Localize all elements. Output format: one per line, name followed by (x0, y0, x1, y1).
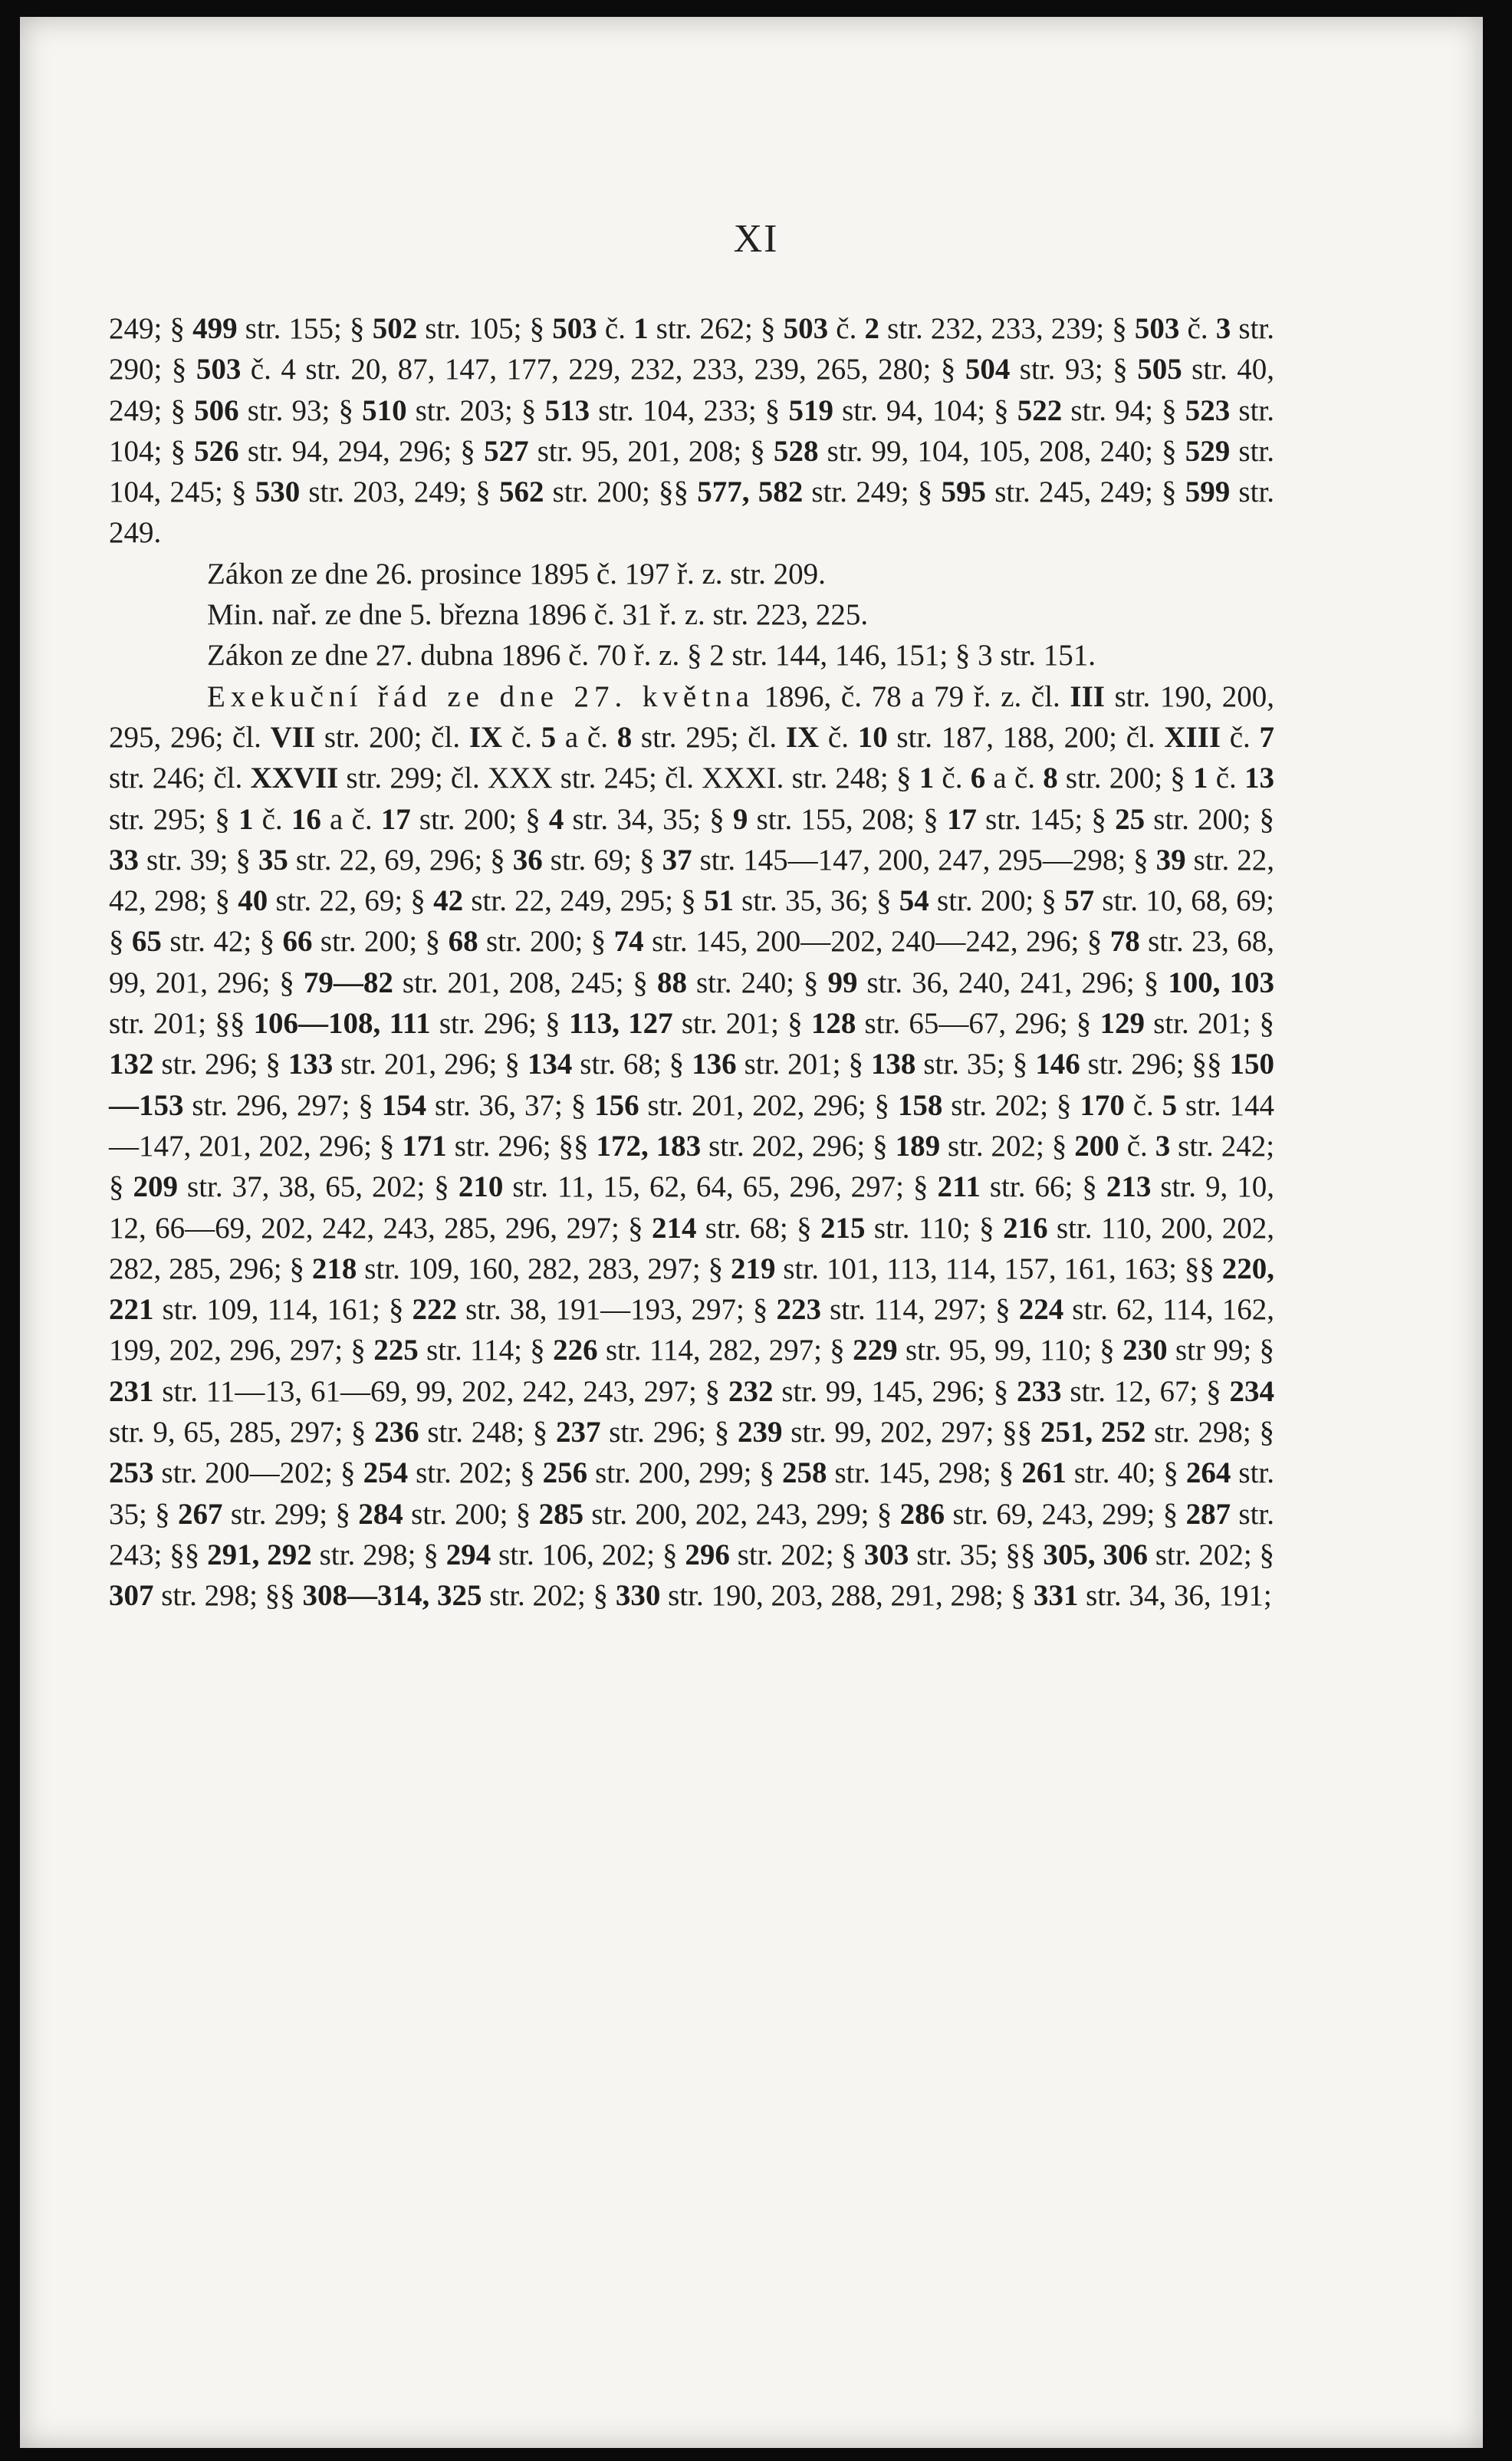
section-number: 35 (258, 843, 288, 877)
text-run: str. 38, 191—193, 297; § (457, 1293, 777, 1327)
section-number: 261 (1021, 1456, 1067, 1490)
section-number: 100, 103 (1168, 966, 1274, 999)
section-number: 330 (615, 1579, 661, 1613)
section-number: 37 (662, 843, 692, 877)
text-run: str. 202, 296; § (701, 1129, 896, 1163)
section-number: 189 (895, 1129, 941, 1163)
section-number: 599 (1185, 475, 1231, 509)
section-number: 284 (358, 1497, 403, 1531)
text-run: 1896, č. 78 a 79 ř. z. čl. (754, 679, 1070, 713)
text-run: str. 65—67, 296; § (856, 1007, 1100, 1041)
text-run: str. 202; § (1147, 1538, 1275, 1571)
text-run: str. 200; § (1145, 802, 1275, 836)
text-run: str. 201, 296; § (333, 1048, 528, 1081)
section-number: 510 (362, 393, 407, 427)
text-run: str. 94, 104; § (833, 393, 1017, 427)
text-run: str. 9, 10, 12, 66—69, 202, 242, 243, 285, 296, 297; § (109, 1170, 1275, 1245)
section-number: 223 (776, 1293, 822, 1327)
text-run: str. 110; § (865, 1211, 1004, 1245)
section-number: 224 (1018, 1293, 1064, 1327)
text-run: str. 200; § (410, 802, 549, 836)
text-run: str. 35; § (915, 1048, 1036, 1081)
text-run: str. 200; § (312, 925, 449, 959)
section-number: 210 (458, 1170, 504, 1204)
text-run: str. 93; § (238, 393, 363, 427)
text-run: str. 200; § (1057, 762, 1194, 795)
section-number: 138 (870, 1048, 916, 1081)
text-run: č. 4 str. 20, 87, 147, 177, 229, 232, 233, 239, 265, 280; § (241, 353, 965, 387)
section-number: 3 (1155, 1129, 1171, 1163)
section-number: 296 (685, 1538, 730, 1571)
section-number: 1 (1193, 762, 1208, 795)
section-number: 132 (109, 1048, 154, 1081)
section-number: 13 (1244, 762, 1275, 795)
text-run: str. 145; § (976, 802, 1116, 836)
text-run: str. 34, 35; § (564, 802, 733, 836)
text-run: str. 99, 104, 105, 208, 240; § (818, 434, 1185, 468)
text-run: str. 114; § (418, 1334, 554, 1367)
index-paragraph (109, 676, 1274, 1617)
text-run: str. 145, 200—202, 240—242, 296; § (643, 925, 1110, 959)
text-run: str. 145—147, 200, 247, 295—298; § (692, 843, 1156, 877)
text-run: str. 187, 188, 200; čl. (887, 720, 1165, 754)
section-number: 528 (774, 434, 819, 468)
section-number: 171 (402, 1129, 447, 1163)
text-run: str. 200, 299; § (587, 1456, 782, 1490)
text-run: str. 11—13, 61—69, 99, 202, 242, 243, 297; § (153, 1374, 728, 1408)
section-number: 504 (965, 353, 1011, 387)
section-number: 218 (311, 1252, 357, 1285)
text-run: str. 262; § (648, 312, 784, 345)
section-number: 220, 221 (109, 1252, 1274, 1327)
text-run: str. 106, 202; § (491, 1538, 685, 1571)
section-number: 291, 292 (207, 1538, 312, 1571)
text-run: č. (1124, 1088, 1162, 1122)
text-run: str. 110, 200, 202, 282, 285, 296; § (109, 1211, 1274, 1285)
text-run: str 99; § (1167, 1334, 1274, 1367)
section-number: 251, 252 (1040, 1416, 1146, 1449)
section-number: 503 (552, 312, 597, 345)
text-run: str. 232, 233, 239; § (879, 312, 1135, 345)
section-number: 17 (380, 802, 411, 836)
section-number: 294 (445, 1538, 491, 1571)
section-number: 154 (381, 1088, 427, 1122)
section-number: 8 (616, 720, 633, 754)
text-run: str. 299; čl. XXX str. 245; čl. XXXI. str. 248; § (338, 762, 919, 795)
text-run: str. 22, 249, 295; § (463, 884, 704, 918)
text-run: str. 202; § (729, 1538, 864, 1571)
section-number: 216 (1003, 1211, 1048, 1245)
text-run: str. 296; §§ (446, 1129, 597, 1163)
section-number: 209 (133, 1170, 179, 1204)
text-run: str. 201, 208, 245; § (393, 966, 657, 999)
text-run: str. 23, 68, 99, 201, 296; § (109, 925, 1275, 999)
section-number: 79—82 (303, 966, 393, 999)
section-number: 99 (827, 966, 858, 999)
section-number: 129 (1099, 1007, 1145, 1041)
section-number: 526 (194, 434, 239, 468)
section-number: 40 (238, 884, 268, 918)
section-number: 128 (810, 1007, 856, 1041)
text-run: str. 35; §§ (909, 1538, 1044, 1571)
text-run: str. 201, 202, 296; § (639, 1088, 898, 1122)
text-run: a č. (985, 762, 1044, 795)
section-number: 4 (548, 802, 564, 836)
section-number: 219 (730, 1252, 776, 1285)
text-run: str. 40; § (1066, 1456, 1186, 1490)
section-number: 211 (937, 1170, 981, 1204)
section-number: 503 (1134, 312, 1180, 345)
text-run: str. 10, 68, 69; § (109, 884, 1275, 959)
text-run: str. 200; čl. (315, 720, 469, 754)
text-run: str. 298; §§ (153, 1579, 303, 1613)
text-run: str. 190, 200, 295, 296; čl. (109, 679, 1274, 754)
text-run: str. 201; § (1145, 1007, 1275, 1041)
section-number: 66 (282, 925, 313, 959)
text-run: č. (253, 802, 291, 836)
section-number: 331 (1033, 1579, 1079, 1613)
section-number: 57 (1064, 884, 1095, 918)
text-run: str. 155, 208; § (748, 802, 947, 836)
section-number: 213 (1106, 1170, 1152, 1204)
text-run: str. 36, 37; § (426, 1088, 595, 1122)
section-number: 503 (783, 312, 829, 345)
text-run: Zákon ze dne 27. dubna 1896 č. 70 ř. z. § 2 str. 144, 146, 151; § 3 str. 151. (207, 639, 1096, 673)
text-run: str. 109, 114, 161; § (153, 1293, 413, 1327)
text-run: str. 200; § (403, 1497, 539, 1531)
text-run: str. 104, 233; § (590, 393, 789, 427)
section-number: 232 (728, 1374, 774, 1408)
section-number: 214 (652, 1211, 697, 1245)
section-number: 529 (1185, 434, 1231, 468)
section-number: 51 (703, 884, 734, 918)
text-run: str. 144—147, 201, 202, 296; § (109, 1088, 1274, 1163)
section-number: 226 (553, 1334, 598, 1367)
text-run: str. 66; § (980, 1170, 1106, 1204)
section-number: 234 (1229, 1374, 1274, 1408)
text-run: str. 190, 203, 288, 291, 298; § (660, 1579, 1034, 1613)
section-number: XXVII (250, 762, 339, 795)
section-number: 303 (863, 1538, 909, 1571)
section-number: 230 (1122, 1334, 1168, 1367)
section-number: 499 (192, 312, 238, 345)
section-number: 256 (542, 1456, 588, 1490)
text-run: str. 114, 282, 297; § (597, 1334, 853, 1367)
text-run: a č. (556, 720, 617, 754)
text-run: č. (597, 312, 634, 345)
section-number: 172, 183 (596, 1129, 702, 1163)
text-run: str. 296, 297; § (183, 1088, 382, 1122)
index-paragraph (109, 635, 1274, 676)
text-run: str. 249. (109, 475, 1275, 550)
text-run: str. 243; §§ (109, 1497, 1274, 1571)
section-number: 305, 306 (1043, 1538, 1148, 1571)
section-number: 502 (372, 312, 418, 345)
section-number: 222 (412, 1293, 458, 1327)
text-run: č. (502, 720, 541, 754)
text-run: str. 62, 114, 162, 199, 202, 296, 297; § (109, 1293, 1274, 1367)
text-run: č. (1119, 1129, 1155, 1163)
text-run: str. 200, 202, 243, 299; § (583, 1497, 900, 1531)
section-number: 113, 127 (568, 1007, 673, 1041)
text-run: str. 290; § (109, 312, 1275, 387)
section-number: 16 (291, 802, 321, 836)
section-number: 519 (788, 393, 833, 427)
text-run: str. 155; § (237, 312, 373, 345)
section-number: 7 (1259, 720, 1274, 754)
section-number: 133 (288, 1048, 334, 1081)
section-number: 308—314, 325 (302, 1579, 482, 1613)
text-run: str. 296; § (600, 1416, 738, 1449)
text-run: č. (1208, 762, 1245, 795)
section-number: 506 (194, 393, 239, 427)
section-number: 527 (484, 434, 529, 468)
section-number: 134 (527, 1048, 573, 1081)
index-paragraph (109, 594, 1274, 635)
text-run: str. 99, 145, 296; § (773, 1374, 1017, 1408)
text-run: str. 69, 243, 299; § (945, 1497, 1186, 1531)
section-number: 286 (899, 1497, 945, 1531)
text-run: str. 200; § (929, 884, 1065, 918)
section-number: 156 (594, 1088, 639, 1122)
section-number: 287 (1185, 1497, 1231, 1531)
section-number: 267 (178, 1497, 223, 1531)
text-run: str. 9, 65, 285, 297; § (109, 1416, 375, 1449)
text-run: č. (934, 762, 971, 795)
text-run: str. 93; § (1010, 353, 1138, 387)
section-number: 36 (512, 843, 543, 877)
section-number: 17 (946, 802, 977, 836)
text-run: Zákon ze dne 26. prosince 1895 č. 197 ř. z. str. 209. (207, 557, 826, 591)
section-number: 2 (864, 312, 880, 345)
section-number: 5 (1162, 1088, 1178, 1122)
section-number: 25 (1115, 802, 1146, 836)
text-run: str. 246; čl. (109, 762, 251, 795)
text-run: str. 295; § (109, 802, 238, 836)
text-run: str. 295; čl. (632, 720, 786, 754)
section-number: 39 (1155, 843, 1186, 877)
text-run: str. 35; § (109, 1456, 1275, 1531)
text-run: str. 203; § (406, 393, 545, 427)
text-run: str. 11, 15, 62, 64, 65, 296, 297; § (503, 1170, 938, 1204)
section-number: III (1070, 679, 1105, 713)
section-number: 106—108, 111 (253, 1007, 431, 1041)
text-run: str. 94, 294, 296; § (238, 434, 485, 468)
text-run: str. 95, 201, 208; § (528, 434, 774, 468)
text-run: str. 105; § (417, 312, 553, 345)
text-run: str. 296; § (430, 1007, 569, 1041)
section-number: 158 (897, 1088, 943, 1122)
text-run: str. 296; § (153, 1048, 288, 1081)
text-run: str. 202; § (408, 1456, 543, 1490)
text-run: str. 298; § (1146, 1416, 1275, 1449)
section-number: 9 (732, 802, 748, 836)
section-number: 3 (1215, 312, 1231, 345)
section-number: 229 (853, 1334, 898, 1367)
text-run: str. 109, 160, 282, 283, 297; § (357, 1252, 731, 1285)
text-run: str. 40, 249; § (109, 353, 1275, 427)
section-number: 1 (919, 762, 935, 795)
text-run: str. 145, 298; § (827, 1456, 1022, 1490)
section-number: 258 (781, 1456, 827, 1490)
text-run: č. (1221, 720, 1260, 754)
spaced-heading: Exekuční řád ze dne 27. května (207, 679, 754, 713)
text-run: str. 298; § (311, 1538, 446, 1571)
text-run: str. 299; § (222, 1497, 359, 1531)
page-number: XI (733, 217, 779, 261)
section-number: 5 (541, 720, 557, 754)
text-run: str. 203, 249; § (300, 475, 499, 509)
text-run: str. 39; § (139, 843, 258, 877)
text-run: str. 202; § (940, 1129, 1075, 1163)
section-number: 65 (131, 925, 162, 959)
index-text (109, 308, 1274, 1617)
section-number: 225 (373, 1334, 419, 1367)
section-number: 239 (737, 1416, 783, 1449)
text-run: str. 69; § (542, 843, 662, 877)
text-run: str. 245, 249; § (985, 475, 1185, 509)
section-number: 8 (1043, 762, 1058, 795)
text-run: str. 99, 202, 297; §§ (782, 1416, 1040, 1449)
text-run: str. 101, 113, 114, 157, 161, 163; §§ (775, 1252, 1222, 1285)
section-number: 42 (433, 884, 464, 918)
section-number: 150—153 (109, 1048, 1274, 1122)
section-number: 74 (613, 925, 644, 959)
section-number: XIII (1164, 720, 1221, 754)
section-number: 522 (1017, 393, 1063, 427)
text-run: str. 35, 36; § (733, 884, 899, 918)
section-number: 68 (448, 925, 478, 959)
section-number: 233 (1017, 1374, 1062, 1408)
text-run: str. 104, 245; § (109, 434, 1275, 509)
text-run: č. (828, 312, 865, 345)
section-number: 513 (544, 393, 590, 427)
section-number: 253 (109, 1456, 154, 1490)
section-number: 1 (633, 312, 649, 345)
section-number: 54 (899, 884, 929, 918)
text-run: str. 200; §§ (544, 475, 698, 509)
section-number: 33 (109, 843, 139, 877)
section-number: 6 (970, 762, 986, 795)
text-run: str. 95, 99, 110; § (897, 1334, 1123, 1367)
text-run: č. (1179, 312, 1216, 345)
section-number: 1 (238, 802, 254, 836)
text-run: č. (819, 720, 858, 754)
section-number: 595 (941, 475, 986, 509)
text-run: str. 37, 38, 65, 202; § (178, 1170, 459, 1204)
text-run: str. 201; §§ (109, 1007, 254, 1041)
section-number: 170 (1080, 1088, 1125, 1122)
text-run: str. 22, 42, 298; § (109, 843, 1274, 918)
section-number: 236 (374, 1416, 419, 1449)
text-run: 249; § (109, 312, 193, 345)
section-number: 577, 582 (697, 475, 804, 509)
section-number: 530 (255, 475, 301, 509)
section-number: 237 (556, 1416, 601, 1449)
text-run: str. 12, 67; § (1061, 1374, 1230, 1408)
text-run: str. 104; § (109, 393, 1275, 468)
section-number: 285 (538, 1497, 584, 1531)
text-run: str. 248; § (419, 1416, 557, 1449)
text-run: a č. (320, 802, 381, 836)
text-run: str. 201; § (672, 1007, 811, 1041)
section-number: IX (785, 720, 820, 754)
section-number: 136 (692, 1048, 737, 1081)
text-run: str. 36, 240, 241, 296; § (857, 966, 1169, 999)
section-number: 88 (656, 966, 687, 999)
section-number: 215 (820, 1211, 866, 1245)
section-number: 78 (1109, 925, 1140, 959)
text-run: str. 202; § (482, 1579, 616, 1613)
section-number: VII (270, 720, 316, 754)
section-number: 523 (1185, 393, 1231, 427)
text-run: str. 114, 297; § (821, 1293, 1019, 1327)
text-run: str. 200—202; § (153, 1456, 363, 1490)
text-run: str. 94; § (1062, 393, 1185, 427)
text-run: str. 42; § (161, 925, 283, 959)
section-number: 562 (498, 475, 544, 509)
section-number: 200 (1074, 1129, 1119, 1163)
text-run: str. 296; §§ (1080, 1048, 1230, 1081)
section-number: 10 (857, 720, 888, 754)
section-number: 231 (109, 1374, 154, 1408)
section-number: 146 (1035, 1048, 1080, 1081)
index-paragraph (109, 554, 1274, 594)
text-run: str. 34, 36, 191; (1078, 1579, 1272, 1613)
text-run: str. 68; § (696, 1211, 821, 1245)
text-run: str. 68; § (572, 1048, 692, 1081)
text-run: Min. nař. ze dne 5. března 1896 č. 31 ř. z. str. 223, 225. (207, 598, 869, 632)
section-number: 503 (196, 353, 242, 387)
text-run: str. 200; § (478, 925, 614, 959)
section-number: 505 (1137, 353, 1182, 387)
section-number: 264 (1185, 1456, 1231, 1490)
text-run: str. 249; § (803, 475, 942, 509)
text-run: str. 201; § (736, 1048, 871, 1081)
index-paragraph (109, 308, 1274, 554)
text-run: str. 22, 69, 296; § (288, 843, 513, 877)
text-run: str. 240; § (686, 966, 828, 999)
text-run: str. 202; § (942, 1088, 1080, 1122)
section-number: IX (468, 720, 503, 754)
section-number: 307 (109, 1579, 154, 1613)
text-run: str. 22, 69; § (268, 884, 434, 918)
text-run: str. 242; § (109, 1129, 1275, 1204)
section-number: 254 (363, 1456, 409, 1490)
